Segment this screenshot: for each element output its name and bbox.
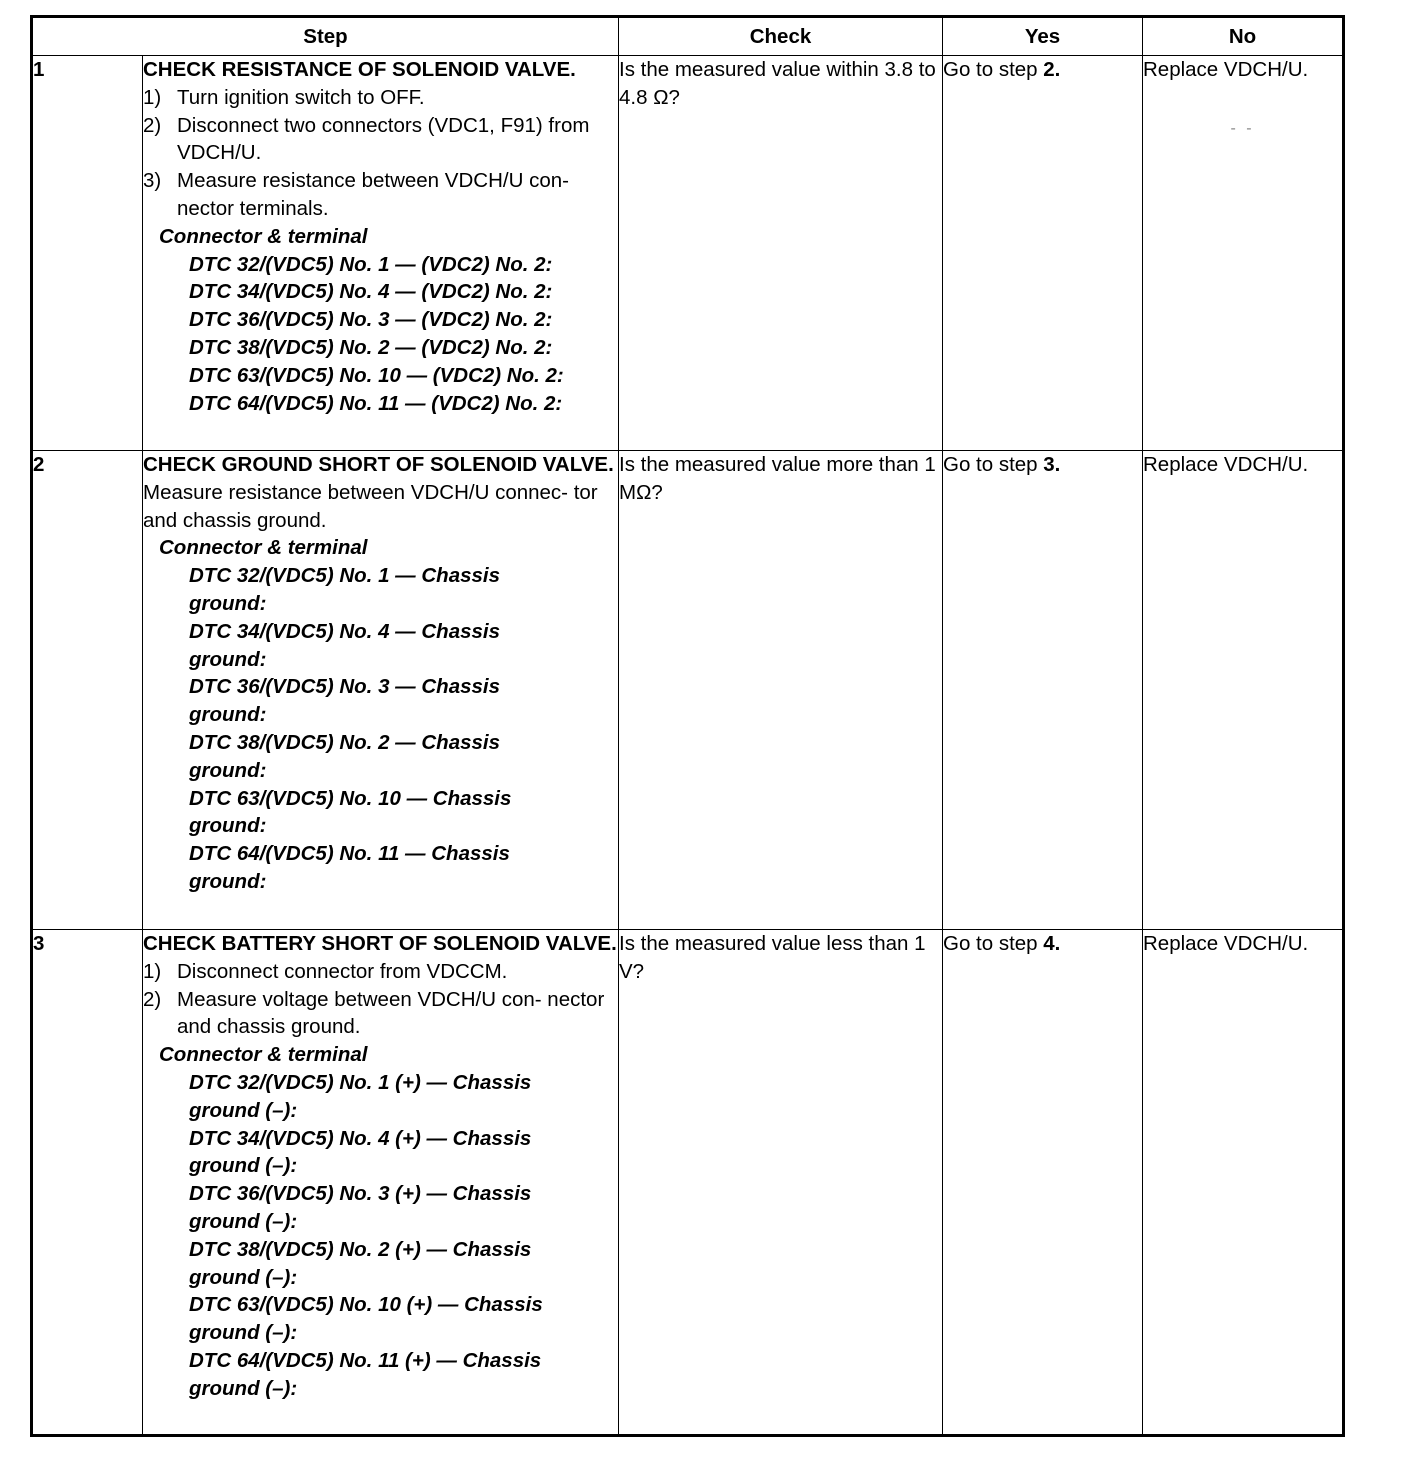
step-description bbox=[143, 930, 619, 1436]
header-yes: Yes bbox=[943, 17, 1143, 56]
step-description bbox=[143, 56, 619, 451]
yes-cell: Go to step 3. bbox=[943, 451, 1143, 930]
terminal-spec: DTC 32/(VDC5) No. 1 — Chassis ground: bbox=[189, 564, 500, 615]
terminal-spec: DTC 63/(VDC5) No. 10 — (VDC2) No. 2: bbox=[189, 363, 564, 387]
step-title: CHECK GROUND SHORT OF SOLENOID VALVE. bbox=[143, 453, 614, 476]
list-item: 1) Turn ignition switch to OFF. bbox=[143, 85, 425, 109]
no-cell: Replace VDCH/U. bbox=[1143, 930, 1344, 1436]
header-no: No bbox=[1143, 17, 1344, 56]
terminal-spec: DTC 64/(VDC5) No. 11 — Chassis ground: bbox=[189, 842, 510, 893]
header-check: Check bbox=[619, 17, 943, 56]
list-item: 2) Disconnect two connectors (VDC1, F91) from VDCH/U. bbox=[143, 113, 590, 165]
list-item: 3) Measure resistance between VDCH/U con- nector terminals. bbox=[143, 169, 569, 220]
check-cell: Is the measured value less than 1 V? bbox=[619, 930, 943, 1436]
terminal-spec: DTC 36/(VDC5) No. 3 — (VDC2) No. 2: bbox=[189, 308, 553, 332]
terminal-spec: DTC 36/(VDC5) No. 3 — Chassis ground: bbox=[189, 675, 500, 727]
terminal-spec: DTC 34/(VDC5) No. 4 (+) — Chassis ground (–): bbox=[189, 1126, 532, 1178]
terminal-spec: DTC 64/(VDC5) No. 11 (+) — Chassis ground (–): bbox=[189, 1348, 542, 1400]
yes-cell: Go to step 2. bbox=[943, 56, 1143, 451]
step-title: CHECK RESISTANCE OF SOLENOID VALVE. bbox=[143, 58, 576, 81]
terminal-spec: DTC 36/(VDC5) No. 3 (+) — Chassis ground (–): bbox=[189, 1182, 532, 1233]
step-number: 1 bbox=[32, 56, 143, 451]
header-step: Step bbox=[32, 17, 619, 56]
terminal-spec: DTC 38/(VDC5) No. 2 — (VDC2) No. 2: bbox=[189, 335, 553, 359]
yes-cell: Go to step 4. bbox=[943, 930, 1143, 1436]
terminal-spec: DTC 63/(VDC5) No. 10 — Chassis ground: bbox=[189, 786, 512, 838]
list-item: 2) Measure voltage between VDCH/U con- nector and chassis ground. bbox=[143, 987, 605, 1039]
check-cell: Is the measured value more than 1 MΩ? bbox=[619, 451, 943, 930]
terminal-spec: DTC 34/(VDC5) No. 4 — (VDC2) No. 2: bbox=[189, 280, 553, 304]
step-title: CHECK BATTERY SHORT OF SOLENOID VALVE. bbox=[143, 932, 617, 955]
step-description bbox=[143, 451, 619, 930]
connector-heading: Connector & terminal bbox=[159, 1043, 368, 1067]
table-row bbox=[32, 930, 1344, 1436]
list-item: 1) Disconnect connector from VDCCM. bbox=[143, 959, 508, 983]
terminal-spec: DTC 32/(VDC5) No. 1 (+) — Chassis ground (–): bbox=[189, 1070, 532, 1122]
connector-heading: Connector & terminal bbox=[159, 224, 368, 248]
step-number: 2 bbox=[32, 451, 143, 930]
diagnostic-procedure-table bbox=[30, 15, 1345, 1437]
terminal-spec: DTC 38/(VDC5) No. 2 — Chassis ground: bbox=[189, 730, 500, 782]
step-text: Measure resistance between VDCH/U connec- tor and chassis ground. bbox=[143, 480, 598, 532]
no-action: Replace VDCH/U. bbox=[1143, 58, 1309, 81]
no-cell: Replace VDCH/U. bbox=[1143, 451, 1344, 930]
header-row bbox=[32, 17, 1344, 56]
connector-heading: Connector & terminal bbox=[159, 536, 368, 560]
table-row bbox=[32, 451, 1344, 930]
terminal-spec: DTC 63/(VDC5) No. 10 (+) — Chassis ground (–): bbox=[189, 1293, 543, 1345]
terminal-spec: DTC 34/(VDC5) No. 4 — Chassis ground: bbox=[189, 619, 500, 671]
terminal-spec: DTC 38/(VDC5) No. 2 (+) — Chassis ground (–): bbox=[189, 1237, 532, 1289]
step-number: 3 bbox=[32, 930, 143, 1436]
terminal-spec: DTC 32/(VDC5) No. 1 — (VDC2) No. 2: bbox=[189, 252, 553, 276]
check-cell: Is the measured value within 3.8 to 4.8 Ω? bbox=[619, 56, 943, 451]
table-row bbox=[32, 56, 1344, 451]
no-cell bbox=[1143, 56, 1344, 451]
faint-mark: - - bbox=[1230, 119, 1255, 137]
terminal-spec: DTC 64/(VDC5) No. 11 — (VDC2) No. 2: bbox=[189, 391, 563, 415]
